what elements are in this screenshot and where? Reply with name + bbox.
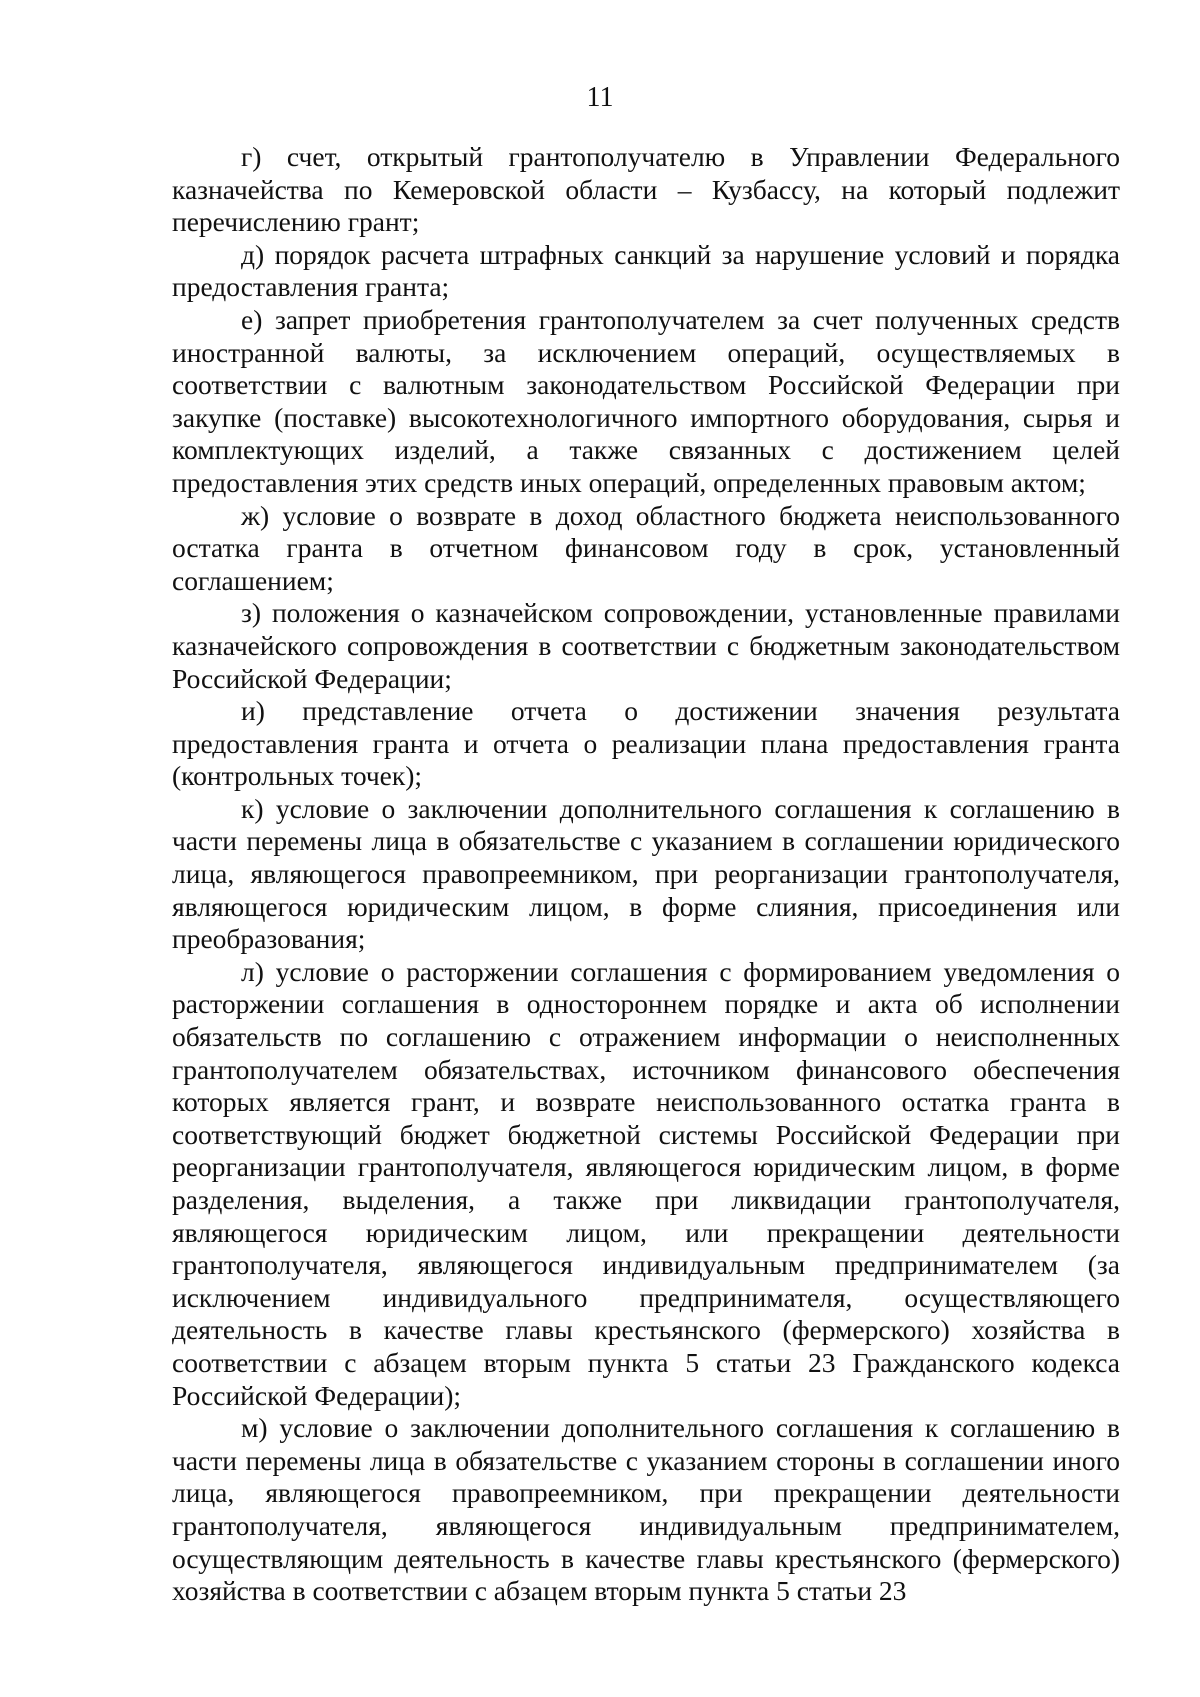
paragraph-g: г) счет, открытый грантополучателю в Управлении Федерального казначейства по Кемеровской области – Кузбассу, на который подлежит перечислению грант; xyxy=(172,141,1120,238)
paragraph-m: м) условие о заключении дополнительного соглашения к соглашению в части перемены лица в обязательстве с указанием стороны в соглашении иного лица, являющегося правопреемником, при прекращении деятельности грантополучателя, являющегося индивидуальным предпринимателем, осуществляющим деятельность в качестве главы крестьянского (фермерского) хозяйства в соответствии с абзацем вторым пункта 5 статьи 23 xyxy=(172,1412,1120,1607)
paragraph-e: е) запрет приобретения грантополучателем за счет полученных средств иностранной валюты, за исключением операций, осуществляемых в соответствии с валютным законодательством Российской Федерации при закупке (поставке) высокотехнологичного импортного оборудования, сырья и комплектующих изделий, а также связанных с достижением целей предоставления этих средств иных операций, определенных правовым актом; xyxy=(172,303,1120,498)
paragraph-i: и) представление отчета о достижении значения результата предоставления гранта и отчета о реализации плана предоставления гранта (контрольных точек); xyxy=(172,695,1120,792)
paragraph-d: д) порядок расчета штрафных санкций за нарушение условий и порядка предоставления гранта; xyxy=(172,238,1120,303)
page-number: 11 xyxy=(586,82,614,113)
paragraph-k: к) условие о заключении дополнительного соглашения к соглашению в части перемены лица в обязательстве с указанием в соглашении юридического лица, являющегося правопреемником, при реорганизации грантополучателя, являющегося юридическим лицом, в форме слияния, присоединения или преобразования; xyxy=(172,792,1120,955)
paragraph-zh: ж) условие о возврате в доход областного бюджета неиспользованного остатка гранта в отчетном финансовом году в срок, установленный соглашением; xyxy=(172,499,1120,596)
paragraph-z: з) положения о казначейском сопровождении, установленные правилами казначейского сопровождения в соответствии с бюджетным законодательством Российской Федерации; xyxy=(172,597,1120,694)
paragraph-l: л) условие о расторжении соглашения с формированием уведомления о расторжении соглашения в одностороннем порядке и акта об исполнении обязательств по соглашению с отражением информации о неисполненных грантополучателем обязательствах, источником финансового обеспечения которых является грант, и возврате неиспользованного остатка гранта в соответствующий бюджет бюджетной системы Российской Федерации при реорганизации грантополучателя, являющегося юридическим лицом, в форме разделения, выделения, а также при ликвидации грантополучателя, являющегося юридическим лицом, или прекращении деятельности грантополучателя, являющегося индивидуальным предпринимателем (за исключением индивидуального предпринимателя, осуществляющего деятельность в качестве главы крестьянского (фермерского) хозяйства в соответствии с абзацем вторым пункта 5 статьи 23 Гражданского кодекса Российской Федерации); xyxy=(172,955,1120,1411)
document-body xyxy=(172,141,1120,1608)
